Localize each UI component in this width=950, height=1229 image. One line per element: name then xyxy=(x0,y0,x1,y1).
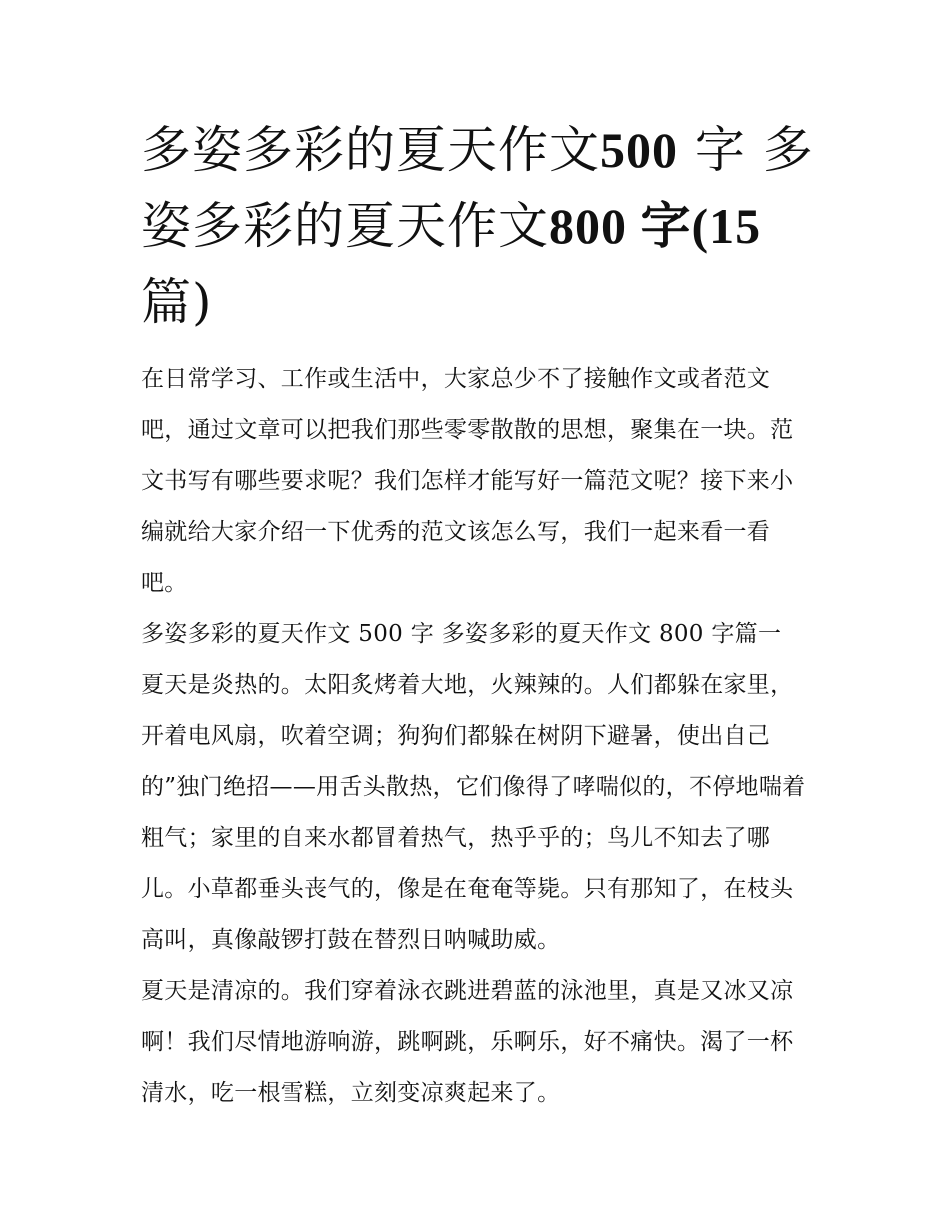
paragraph-hot-summer: 夏天是炎热的。太阳炙烤着大地，火辣辣的。人们都躲在家里，开着电风扇，吹着空调；狗狗们都躲在树阴下避暑，使出自己的”独门绝招——用舌头散热，它们像得了哮喘似的，不停地喘着粗气；家里的自来水都冒着热气，热乎乎的；鸟儿不知去了哪儿。小草都垂头丧气的，像是在奄奄等毙。只有那知了，在枝头高叫，真像敲锣打鼓在替烈日呐喊助威。 xyxy=(141,672,806,953)
document-page xyxy=(141,112,816,1119)
document-title xyxy=(141,112,816,340)
paragraph-cool-summer: 夏天是清凉的。我们穿着泳衣跳进碧蓝的泳池里，真是又冰又凉啊！我们尽情地游响游，跳啊跳，乐啊乐，好不痛快。渴了一杯清水，吃一根雪糕，立刻变凉爽起来了。 xyxy=(141,978,794,1106)
title-number: 500 xyxy=(600,122,678,178)
title-number: 字(15 xyxy=(627,198,762,254)
title-part: 多姿多彩的夏天作文 xyxy=(141,121,600,179)
document-body xyxy=(141,354,816,1119)
title-number: 800 xyxy=(549,198,627,254)
section-heading: 多姿多彩的夏天作文 500 字 多姿多彩的夏天作文 800 字篇一 xyxy=(141,621,782,647)
paragraph-intro: 在日常学习、工作或生活中，大家总少不了接触作文或者范文吧，通过文章可以把我们那些零零散散的思想，聚集在一块。范文书写有哪些要求呢？我们怎样才能写好一篇范文呢？接下来小编就给大家介绍一下优秀的范文该怎么写，我们一起来看一看吧。 xyxy=(141,366,794,596)
title-part: 篇) xyxy=(141,273,213,331)
title-part: 字 多姿多彩的夏天作文 xyxy=(141,121,814,255)
